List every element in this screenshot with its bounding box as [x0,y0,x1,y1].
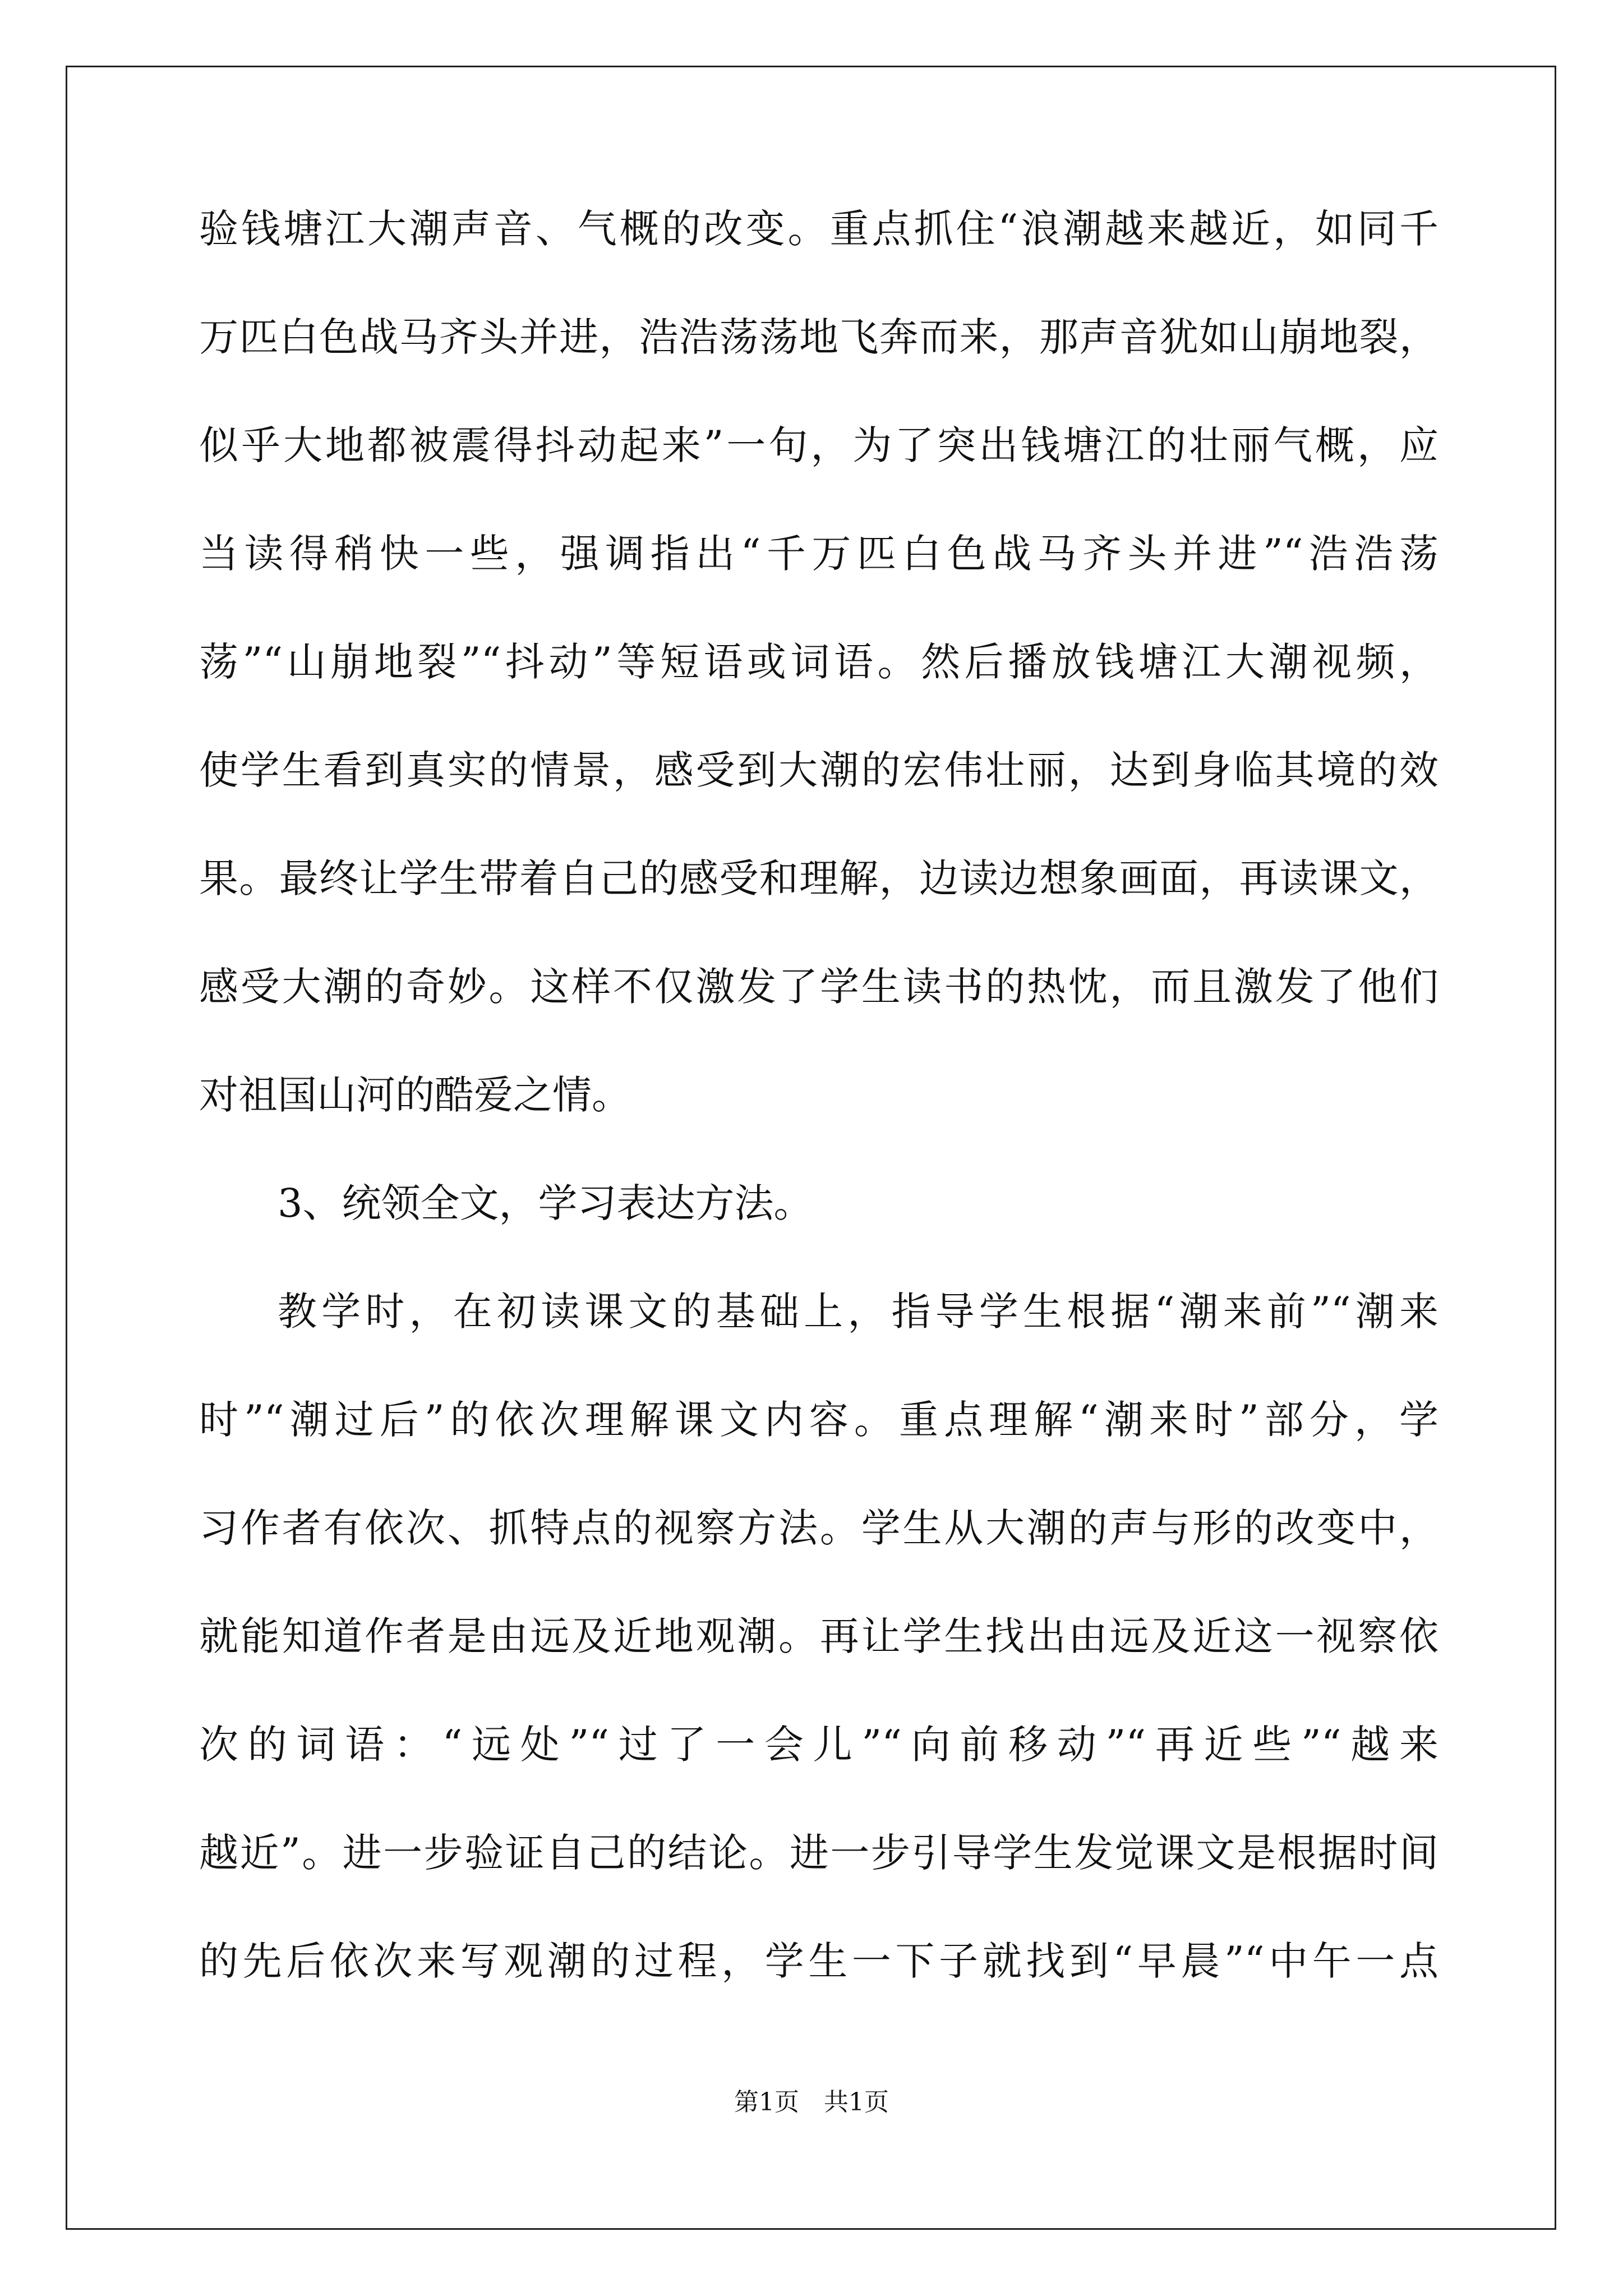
page-border [66,66,1556,2230]
body-line-11: 教学时，在初读课文的基础上，指导学生根据“潮来前”“潮来 [278,1289,1438,1335]
body-line-3: 似乎大地都被震得抖动起来”一句，为了突出钱塘江的壮丽气概，应 [199,422,1438,468]
body-line-15: 次的词语：“远处”“过了一会儿”“向前移动”“再近些”“越来 [199,1722,1438,1768]
section-heading: 3、统领全文，学习表达方法。 [278,1180,813,1226]
body-line-7: 果。最终让学生带着自己的感受和理解，边读边想象画面，再读课文， [199,855,1438,901]
body-line-16: 越近”。进一步验证自己的结论。进一步引导学生发觉课文是根据时间 [199,1830,1438,1876]
page-footer: 第1页 共1页 [734,2088,889,2116]
body-line-2: 万匹白色战马齐头并进，浩浩荡荡地飞奔而来，那声音犹如山崩地裂， [199,314,1438,360]
body-line-5: 荡”“山崩地裂”“抖动”等短语或词语。然后播放钱塘江大潮视频， [199,639,1438,685]
body-line-1: 验钱塘江大潮声音、气概的改变。重点抓住“浪潮越来越近，如同千 [199,206,1438,252]
body-line-14: 就能知道作者是由远及近地观潮。再让学生找出由远及近这一视察依 [199,1613,1438,1659]
body-line-9: 对祖国山河的酷爱之情。 [199,1072,631,1118]
body-line-6: 使学生看到真实的情景，感受到大潮的宏伟壮丽，达到身临其境的效 [199,747,1438,793]
body-line-12: 时”“潮过后”的依次理解课文内容。重点理解“潮来时”部分，学 [199,1397,1438,1443]
body-line-13: 习作者有依次、抓特点的视察方法。学生从大潮的声与形的改变中， [199,1505,1438,1551]
body-line-4: 当读得稍快一些，强调指出“千万匹白色战马齐头并进”“浩浩荡 [199,531,1438,577]
body-line-8: 感受大潮的奇妙。这样不仅激发了学生读书的热忱，而且激发了他们 [199,964,1438,1010]
body-line-17: 的先后依次来写观潮的过程，学生一下子就找到“早晨”“中午一点 [199,1938,1438,1984]
